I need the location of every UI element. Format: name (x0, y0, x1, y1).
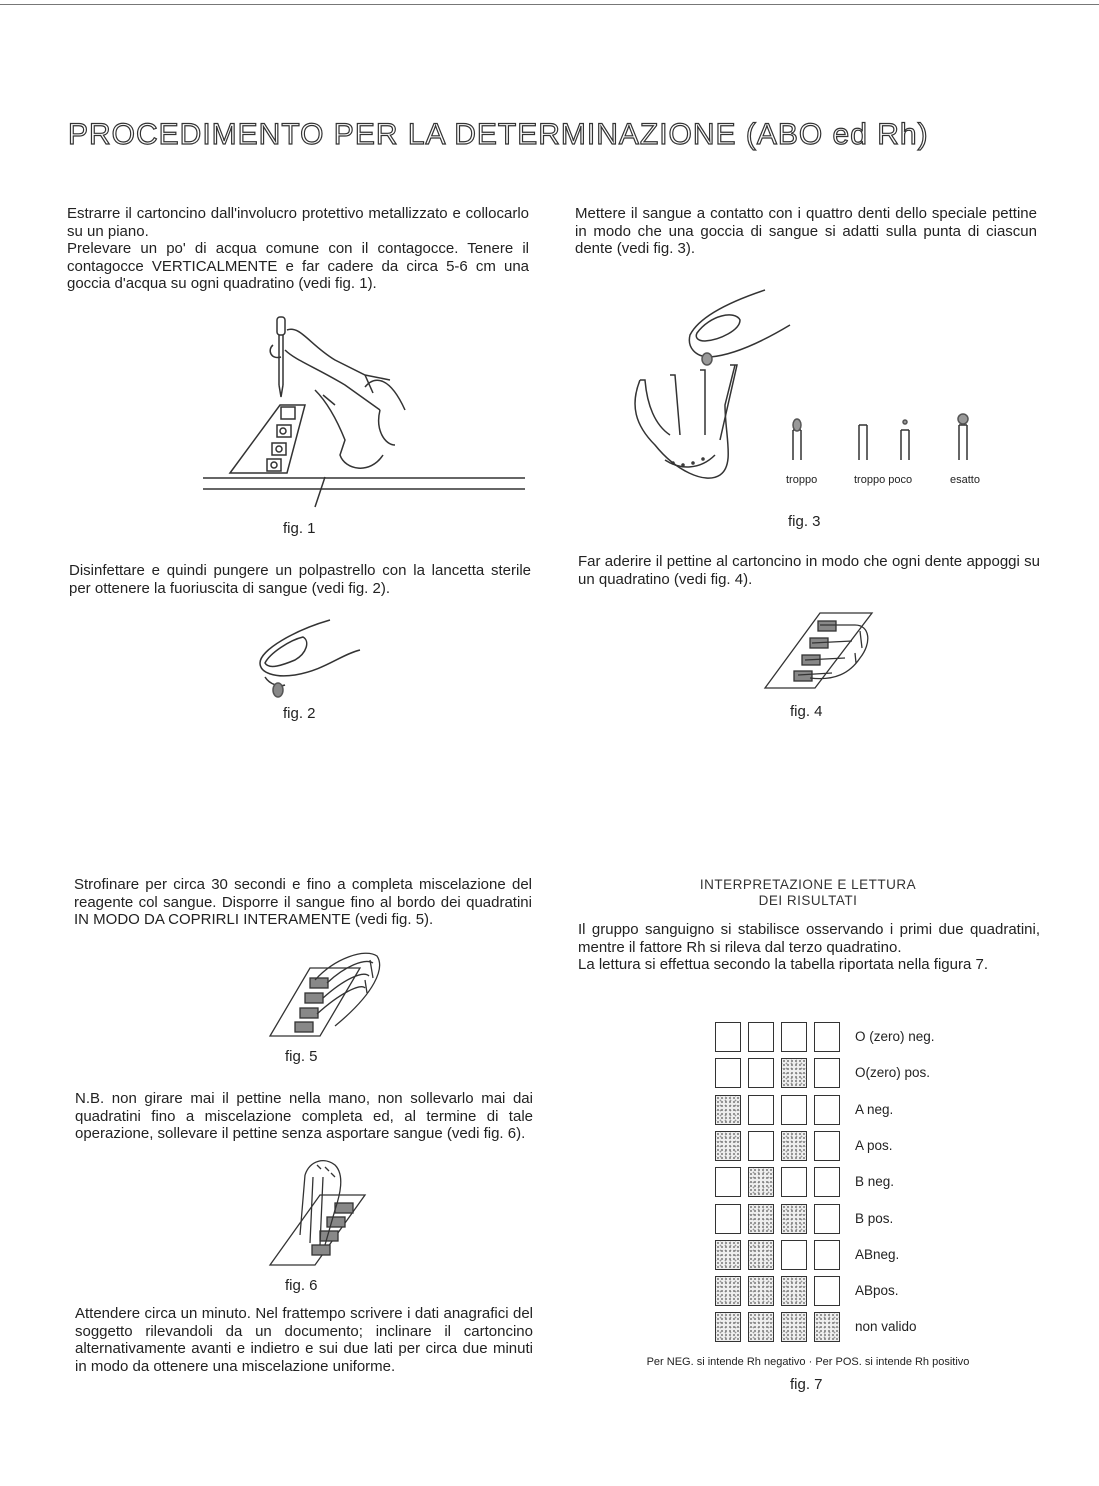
fig3-label-troppo-poco: troppo poco (854, 474, 913, 486)
interpretation-text-2: La lettura si effettua secondo la tabella riportata nella figura 7. (578, 956, 988, 973)
interpretation-heading-1: INTERPRETAZIONE E LETTURA (699, 877, 917, 892)
result-row-label: ABpos. (855, 1283, 899, 1299)
clear-square (781, 1022, 807, 1052)
fig3-comb-illustration (625, 285, 995, 495)
clear-square (814, 1095, 840, 1125)
clear-square (748, 1131, 774, 1161)
clear-square (814, 1022, 840, 1052)
result-row (715, 1167, 1035, 1201)
fig1-dropper-illustration (195, 305, 525, 510)
clear-square (715, 1058, 741, 1088)
fig4-comb-on-card (760, 603, 880, 698)
result-row-label: B pos. (855, 1210, 894, 1226)
page-title: PROCEDIMENTO PER LA DETERMINAZIONE (ABO ed Rh) (68, 118, 929, 151)
fig5-rubbing-illustration (265, 948, 390, 1043)
footnote: Per NEG. si intende Rh negativo · Per POS. si intende Rh positivo (646, 1356, 970, 1368)
fig7-caption: fig. 7 (790, 1376, 823, 1393)
clear-square (715, 1022, 741, 1052)
clear-square (748, 1095, 774, 1125)
clear-square (814, 1204, 840, 1234)
clear-square (814, 1131, 840, 1161)
agglutinated-square (715, 1276, 741, 1306)
result-row-label: B neg. (855, 1174, 895, 1190)
clear-square (748, 1058, 774, 1088)
step-7-text: Attendere circa un minuto. Nel frattempo scrivere i dati anagrafici del soggetto rilevandoli da un documento; inclinare il cartoncino alternativamente avanti e indietro e sui due lati per circa due minuti in modo da ottenere una miscelazione uniforme. (75, 1305, 533, 1375)
clear-square (715, 1167, 741, 1197)
result-row (715, 1095, 1035, 1129)
fig3-label-troppo: troppo (786, 474, 818, 486)
interpretation-heading-2: DEI RISULTATI (758, 893, 858, 908)
agglutinated-square (748, 1204, 774, 1234)
agglutinated-square (715, 1312, 741, 1342)
result-row-label: A neg. (855, 1101, 894, 1117)
result-row (715, 1022, 1035, 1056)
fig2-finger-illustration (255, 615, 370, 700)
agglutinated-square (715, 1240, 741, 1270)
result-row-label: non valido (855, 1319, 917, 1335)
fig4-caption: fig. 4 (790, 703, 823, 720)
result-row (715, 1204, 1035, 1238)
interpretation-text-1: Il gruppo sanguigno si stabilisce osservando i primi due quadratini, mentre il fattore Rh si rileva dal terzo quadratino. (578, 921, 1040, 956)
fig3-caption: fig. 3 (788, 513, 821, 530)
agglutinated-square (715, 1131, 741, 1161)
fig3-label-esatto: esatto (950, 474, 980, 486)
clear-square (715, 1204, 741, 1234)
step-6-text: N.B. non girare mai il pettine nella mano, non sollevarlo mai dai quadratini fino a miscelazione completa ed, al termine di tale operazione, sollevare il pettine senza asportare sangue (vedi fig. 6). (75, 1090, 533, 1142)
agglutinated-square (781, 1276, 807, 1306)
clear-square (814, 1058, 840, 1088)
result-row (715, 1058, 1035, 1092)
agglutinated-square (781, 1312, 807, 1342)
fig2-caption: fig. 2 (283, 705, 316, 722)
result-row (715, 1240, 1035, 1274)
clear-square (814, 1167, 840, 1197)
step-1-line-b: Prelevare un po' di acqua comune con il contagocce. Tenere il contagocce VERTICALMENTE e far cadere da circa 5-6 cm una goccia d'acqua su ogni quadratino (vedi fig. 1). (67, 240, 529, 292)
step-1-line-a: Estrarre il cartoncino dall'involucro protettivo metallizzato e collocarlo su un piano. (67, 205, 529, 240)
agglutinated-square (781, 1204, 807, 1234)
agglutinated-square (781, 1131, 807, 1161)
top-rule (0, 4, 1099, 5)
step-1-text (67, 205, 529, 293)
agglutinated-square (748, 1312, 774, 1342)
result-row (715, 1276, 1035, 1310)
clear-square (814, 1240, 840, 1270)
result-row (715, 1131, 1035, 1165)
result-row-label: O (zero) neg. (855, 1029, 935, 1044)
agglutinated-square (748, 1240, 774, 1270)
step-2-text: Disinfettare e quindi pungere un polpastrello con la lancetta sterile per ottenere la fuoriuscita di sangue (vedi fig. 2). (69, 562, 531, 597)
agglutinated-square (748, 1167, 774, 1197)
clear-square (748, 1022, 774, 1052)
interpretation-text (578, 921, 1040, 974)
fig5-caption: fig. 5 (285, 1048, 318, 1065)
result-row-label: A pos. (855, 1137, 893, 1153)
result-row-label: O(zero) pos. (855, 1065, 931, 1081)
clear-square (814, 1276, 840, 1306)
step-3-text: Mettere il sangue a contatto con i quattro denti dello speciale pettine in modo che una goccia di sangue si adatti sulla punta di ciascun dente (vedi fig. 3). (575, 205, 1037, 257)
clear-square (781, 1240, 807, 1270)
fig1-caption: fig. 1 (283, 520, 316, 537)
fig6-caption: fig. 6 (285, 1277, 318, 1294)
step-4-text: Far aderire il pettine al cartoncino in modo che ogni dente appoggi su un quadratino (vedi fig. 4). (578, 553, 1040, 588)
clear-square (781, 1095, 807, 1125)
step-5-text: Strofinare per circa 30 secondi e fino a completa miscelazione del reagente col sangue. Disporre il sangue fino al bordo dei quadratini IN MODO DA COPRIRLI INTERAMENTE (vedi fig. 5). (74, 876, 532, 928)
fig6-lifting-illustration (265, 1155, 375, 1270)
clear-square (781, 1167, 807, 1197)
agglutinated-square (814, 1312, 840, 1342)
result-row (715, 1312, 1035, 1346)
agglutinated-square (715, 1095, 741, 1125)
agglutinated-square (748, 1276, 774, 1306)
agglutinated-square (781, 1058, 807, 1088)
result-row-label: ABneg. (855, 1246, 900, 1262)
